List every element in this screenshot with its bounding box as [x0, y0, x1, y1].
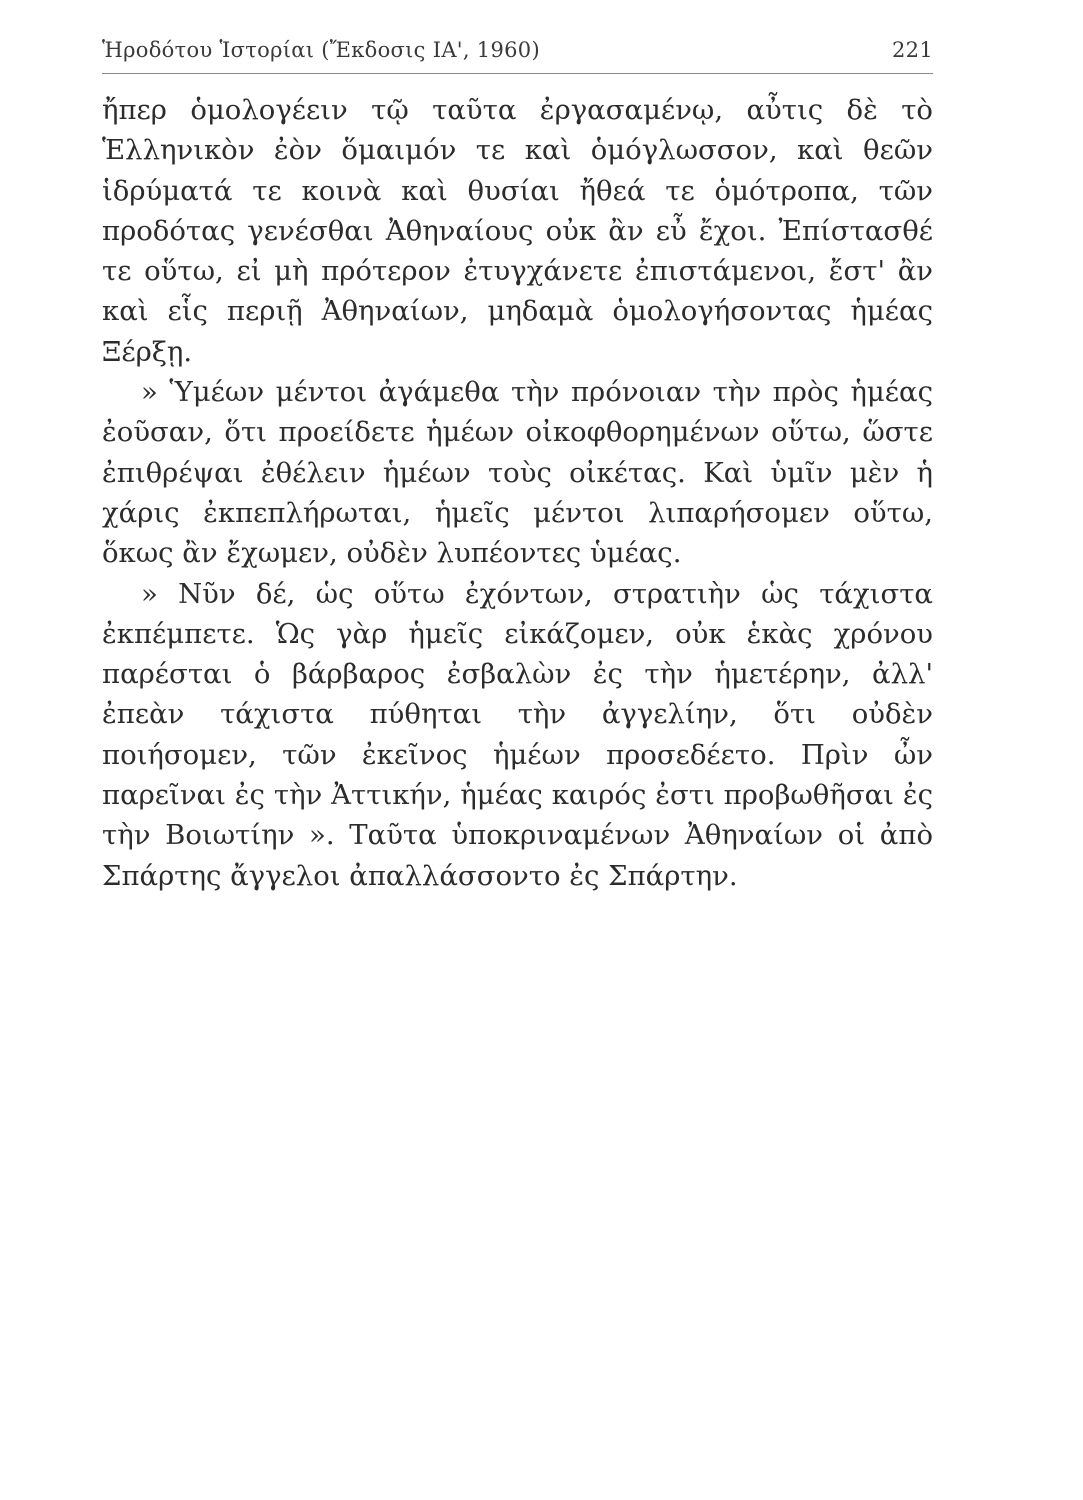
header-rule: [102, 73, 933, 74]
running-header: [102, 38, 933, 68]
paragraph-1: ἤπερ ὁμολογέειν τῷ ταῦτα ἐργασαμένῳ, αὖτις δὲ τὸ Ἑλληνικὸν ἐὸν ὅμαιμόν τε καὶ ὁμόγλωσσον, καὶ θεῶν ἱδρύματά τε κοινὰ καὶ θυσίαι ἤθεά τε ὁμότροπα, τῶν προδότας γενέσθαι Ἀθηναίους οὐκ ἂν εὖ ἔχοι. Ἐπίστασθέ τε οὕτω, εἰ μὴ πρότερον ἐτυγχάνετε ἐπιστάμενοι, ἔστ' ἂν καὶ εἷς περιῇ Ἀθηναίων, μηδαμὰ ὁμολογήσοντας ἡμέας Ξέρξῃ.: [102, 94, 933, 368]
body-text: [102, 90, 933, 896]
paragraph-2: » Ὑμέων μέντοι ἀγάμεθα τὴν πρόνοιαν τὴν πρὸς ἡμέας ἐοῦσαν, ὅτι προείδετε ἡμέων οἰκοφθορημένων οὕτω, ὥστε ἐπιθρέψαι ἐθέλειν ἡμέων τοὺς οἰκέτας. Καὶ ὑμῖν μὲν ἡ χάρις ἐκπεπλήρωται, ἡμεῖς μέντοι λιπαρήσομεν οὕτω, ὅκως ἂν ἔχωμεν, οὐδὲν λυπέοντες ὑμέας.: [102, 376, 933, 570]
page-number: 221: [892, 38, 933, 62]
paragraph-3: » Νῦν δέ, ὡς οὕτω ἐχόντων, στρατιὴν ὡς τάχιστα ἐκπέμπετε. Ὡς γὰρ ἡμεῖς εἰκάζομεν, οὐκ ἑκὰς χρόνου παρέσται ὁ βάρβαρος ἐσβαλὼν ἐς τὴν ἡμετέρην, ἀλλ' ἐπεὰν τάχιστα πύθηται τὴν ἀγγελίην, ὅτι οὐδὲν ποιήσομεν, τῶν ἐκεῖνος ἡμέων προσεδέετο. Πρὶν ὦν παρεῖναι ἐς τὴν Ἀττικήν, ἡμέας καιρός ἐστι προβωθῆσαι ἐς τὴν Βοιωτίην ». Ταῦτα ὑποκριναμένων Ἀθηναίων οἱ ἀπὸ Σπάρτης ἄγγελοι ἀπαλλάσσοντο ἐς Σπάρτην.: [102, 577, 933, 892]
header-title: Ἡροδότου Ἱστορίαι (Ἔκδοσις ΙΑ', 1960): [102, 38, 540, 62]
